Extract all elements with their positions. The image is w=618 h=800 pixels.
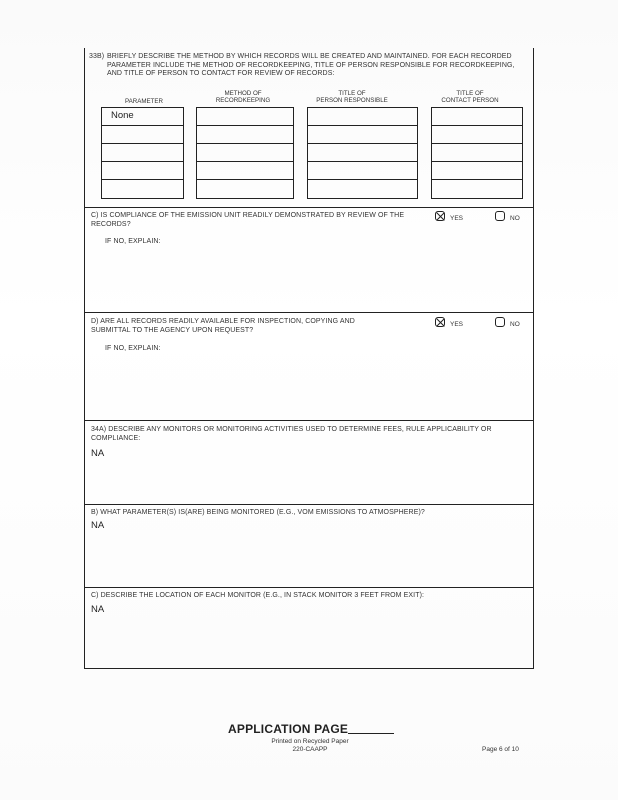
table-row[interactable]	[197, 162, 293, 180]
section-33c	[85, 208, 533, 313]
table-row[interactable]	[308, 144, 417, 162]
form-code: 220-CAAPP	[292, 746, 328, 753]
recycled-note: Printed on Recycled Paper	[271, 738, 349, 745]
form-container	[84, 48, 534, 669]
table-row[interactable]	[432, 162, 522, 180]
table-row[interactable]	[102, 144, 183, 162]
no-label: NO	[510, 321, 520, 328]
person-column[interactable]	[307, 107, 418, 199]
explain-label: IF NO, EXPLAIN:	[105, 238, 161, 245]
table-row[interactable]	[432, 108, 522, 126]
question-33c: C) IS COMPLIANCE OF THE EMISSION UNIT READILY DEMONSTRATED BY REVIEW OF THE RECORDS?	[91, 212, 405, 228]
table-row[interactable]	[308, 108, 417, 126]
table-row[interactable]	[102, 180, 183, 198]
table-row[interactable]	[102, 108, 183, 126]
page-number-blank[interactable]	[348, 733, 394, 734]
table-row[interactable]	[197, 144, 293, 162]
no-checkbox[interactable]	[495, 211, 505, 221]
section-33b	[85, 48, 533, 208]
table-row[interactable]	[197, 126, 293, 144]
table-row[interactable]	[308, 162, 417, 180]
col-header-contact: TITLE OF CONTACT PERSON	[441, 90, 499, 104]
table-row[interactable]	[308, 180, 417, 198]
question-34a: 34A) DESCRIBE ANY MONITORS OR MONITORING ACTIVITIES USED TO DETERMINE FEES, RULE APPLICABILITY OR COMPLIANCE:	[91, 426, 492, 442]
yes-label: YES	[450, 215, 464, 222]
section-34c	[85, 588, 533, 669]
question-34c: C) DESCRIBE THE LOCATION OF EACH MONITOR (E.G., IN STACK MONITOR 3 FEET FROM EXIT):	[91, 592, 425, 599]
answer-34a: NA	[91, 448, 105, 459]
yes-checkbox[interactable]	[435, 317, 445, 327]
col-header-person: TITLE OF PERSON RESPONSIBLE	[316, 90, 388, 104]
parameter-column[interactable]	[101, 107, 184, 199]
table-row[interactable]	[432, 180, 522, 198]
col-header-method: METHOD OF RECORDKEEPING	[215, 90, 271, 104]
answer-34b: NA	[91, 520, 105, 531]
table-row[interactable]	[197, 180, 293, 198]
table-row[interactable]	[102, 126, 183, 144]
table-row[interactable]	[197, 108, 293, 126]
answer-34c: NA	[91, 604, 105, 615]
yes-checkbox[interactable]	[435, 211, 445, 221]
no-checkbox[interactable]	[495, 317, 505, 327]
question-34b: B) WHAT PARAMETER(S) IS(ARE) BEING MONITORED (E.G., VOM EMISSIONS TO ATMOSPHERE)?	[91, 509, 425, 516]
table-row[interactable]	[432, 126, 522, 144]
application-page-title: APPLICATION PAGE	[228, 722, 349, 736]
no-label: NO	[510, 215, 520, 222]
section-34b	[85, 505, 533, 588]
question-33b: BRIEFLY DESCRIBE THE METHOD BY WHICH RECORDS WILL BE CREATED AND MAINTAINED. FOR EACH RECORDED PARAMETER INCLUDE THE METHOD OF RECORDKEEPING, TITLE OF PERSON RESPONSIBLE FOR RECORDKEEPING, AND TITLE OF PERSON TO CONTACT FOR REVIEW OF RECORDS:	[107, 53, 515, 77]
page-number: Page 6 of 10	[482, 746, 519, 753]
section-33d	[85, 313, 533, 421]
parameter-value: None	[111, 110, 134, 121]
method-column[interactable]	[196, 107, 294, 199]
table-row[interactable]	[308, 126, 417, 144]
question-33b-label: 33B)	[89, 53, 105, 60]
table-row[interactable]	[102, 162, 183, 180]
col-header-parameter: PARAMETER	[124, 98, 164, 105]
yes-label: YES	[450, 321, 464, 328]
contact-column[interactable]	[431, 107, 523, 199]
section-34a	[85, 421, 533, 505]
table-row[interactable]	[432, 144, 522, 162]
question-33d: D) ARE ALL RECORDS READILY AVAILABLE FOR INSPECTION, COPYING AND SUBMITTAL TO THE AGENCY UPON REQUEST?	[91, 318, 355, 334]
explain-label: IF NO, EXPLAIN:	[105, 345, 161, 352]
